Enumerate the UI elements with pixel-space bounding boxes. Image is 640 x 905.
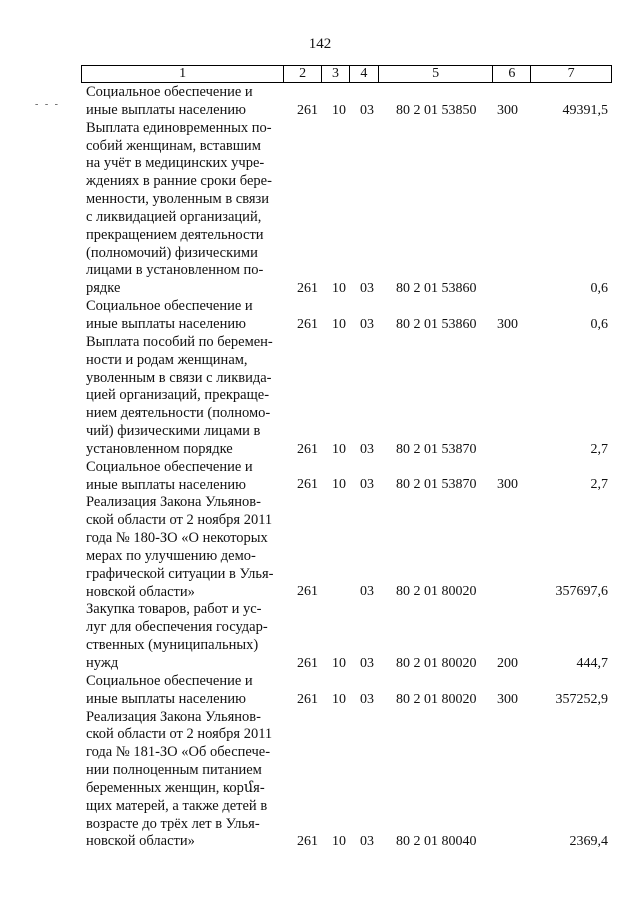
description-line: ской области от 2 ноября 2011 [86,726,273,743]
cell-expense-type: 300 [497,316,518,332]
cell-subsection: 03 [360,441,374,457]
row-description [86,120,284,298]
description-line: года № 180-ЗО «О некоторых [86,530,268,547]
cell-amount: 2,7 [590,441,608,457]
cell-target-article: 80 2 01 53870 [396,477,477,493]
table-row [0,84,640,120]
cell-code: 261 [297,691,318,707]
cell-target-article: 80 2 01 80020 [396,584,477,600]
cell-section: 10 [332,441,346,457]
table-row [0,459,640,495]
row-description [86,709,284,852]
cell-amount: 49391,5 [562,102,608,118]
cell-section: 10 [332,655,346,671]
description-line: Реализация Закона Ульянов- [86,708,261,725]
description-line: установленном порядке [86,440,233,457]
header-col-5: 5 [379,66,494,82]
header-col-1: 1 [82,66,284,82]
description-line: ственных (муниципальных) [86,637,259,654]
description-line: Социальное обеспечение и [86,84,253,100]
header-col-4: 4 [350,66,379,82]
cell-amount: 0,6 [590,316,608,332]
cell-target-article: 80 2 01 53870 [396,441,477,457]
description-line: ской области от 2 ноября 2011 [86,512,273,529]
table-row [0,601,640,672]
table-row [0,120,640,298]
cell-target-article: 80 2 01 80020 [396,691,477,707]
description-line: (полномочий) физическими [86,244,258,261]
description-line: щих матерей, а также детей в [86,797,268,814]
cell-code: 261 [297,441,318,457]
cell-code: 261 [297,102,318,118]
row-cells [0,476,640,494]
table-row [0,494,640,601]
cell-section: 10 [332,477,346,493]
row-cells [0,102,640,120]
description-line: Социальное обеспечение и [86,672,253,689]
cell-subsection: 03 [360,316,374,332]
description-line: иные выплаты населению [86,315,246,332]
cell-code: 261 [297,655,318,671]
cell-amount: 2,7 [590,477,608,493]
cell-section: 10 [332,691,346,707]
cell-section: 10 [332,316,346,332]
row-cells [0,441,640,459]
description-line: уволенным в связи с ликвида- [86,369,272,386]
cell-section: 10 [332,834,346,850]
cell-subsection: 03 [360,281,374,297]
table-header [81,65,612,83]
table-row [0,709,640,852]
cell-subsection: 03 [360,691,374,707]
table-row [0,673,640,709]
cell-subsection: 03 [360,477,374,493]
table-row [0,334,640,459]
description-line: нием деятельности (полномо- [86,405,271,422]
description-line: цией организаций, прекраще- [86,387,270,404]
cell-target-article: 80 2 01 53860 [396,316,477,332]
header-col-7: 7 [567,66,575,81]
cell-target-article: 80 2 01 80040 [396,834,477,850]
description-line: новской области» [86,583,195,600]
description-line: менности, уволенным в связи [86,191,270,208]
description-line: иные выплаты населению [86,101,246,118]
margin-mark: - - - [35,99,60,110]
cell-expense-type: 300 [497,691,518,707]
description-line: прекращением деятельности [86,226,264,243]
cell-code: 261 [297,281,318,297]
cell-subsection: 03 [360,584,374,600]
cell-subsection: 03 [360,834,374,850]
cell-code: 261 [297,584,318,600]
cell-subsection: 03 [360,655,374,671]
description-line: рядке [86,280,121,297]
description-line: Социальное обеспечение и [86,298,253,315]
description-line: ждениях в ранние сроки бере- [86,173,272,190]
description-line: иные выплаты населению [86,476,246,493]
cell-code: 261 [297,316,318,332]
description-line: чий) физическими лицами в [86,423,261,440]
cell-expense-type: 300 [497,102,518,118]
cell-amount: 357252,9 [555,691,608,707]
row-cells [0,316,640,334]
header-col-3: 3 [322,66,350,82]
description-line: иные выплаты населению [86,690,246,707]
row-cells [0,691,640,709]
description-line: новской области» [86,833,195,850]
cell-code: 261 [297,477,318,493]
cell-subsection: 03 [360,102,374,118]
header-col-6: 6 [493,66,531,82]
row-cells [0,833,640,851]
description-line: ности и родам женщинам, [86,351,248,368]
description-line: нужд [86,655,119,671]
description-line: собий женщинам, вставшим [86,137,261,154]
description-line: мерах по улучшению демо- [86,547,256,564]
description-line: года № 181-ЗО «Об обеспече- [86,744,271,761]
header-col-2: 2 [284,66,322,82]
description-line: Выплата единовременных по- [86,119,272,136]
description-line: Реализация Закона Ульянов- [86,494,261,511]
description-line: с ликвидацией организаций, [86,208,262,225]
cell-amount: 444,7 [576,655,608,671]
cell-amount: 357697,6 [555,584,608,600]
description-line: графической ситуации в Улья- [86,565,274,582]
description-line: луг для обеспечения государ- [86,619,268,636]
cell-target-article: 80 2 01 80020 [396,655,477,671]
row-cells [0,280,640,298]
description-line: возрасте до трёх лет в Улья- [86,815,260,832]
description-line: на учёт в медицинских учре- [86,155,265,172]
cell-code: 261 [297,834,318,850]
row-cells [0,583,640,601]
description-line: Социальное обеспечение и [86,458,253,475]
description-line: Закупка товаров, работ и ус- [86,601,262,618]
cell-amount: 2369,4 [569,834,608,850]
cell-section: 10 [332,281,346,297]
cell-amount: 0,6 [590,281,608,297]
cell-section: 10 [332,102,346,118]
description-line: нии полноценным питанием [86,762,262,779]
cell-expense-type: 300 [497,477,518,493]
cell-target-article: 80 2 01 53850 [396,102,477,118]
description-line: беременных женщин, корմя- [86,779,265,796]
page-number: 142 [308,36,332,52]
description-line: Выплата пособий по беремен- [86,333,273,350]
row-cells [0,655,640,673]
description-line: лицами в установленном по- [86,262,264,279]
table-body [0,84,640,851]
cell-expense-type: 200 [497,655,518,671]
cell-target-article: 80 2 01 53860 [396,281,477,297]
table-row [0,298,640,334]
